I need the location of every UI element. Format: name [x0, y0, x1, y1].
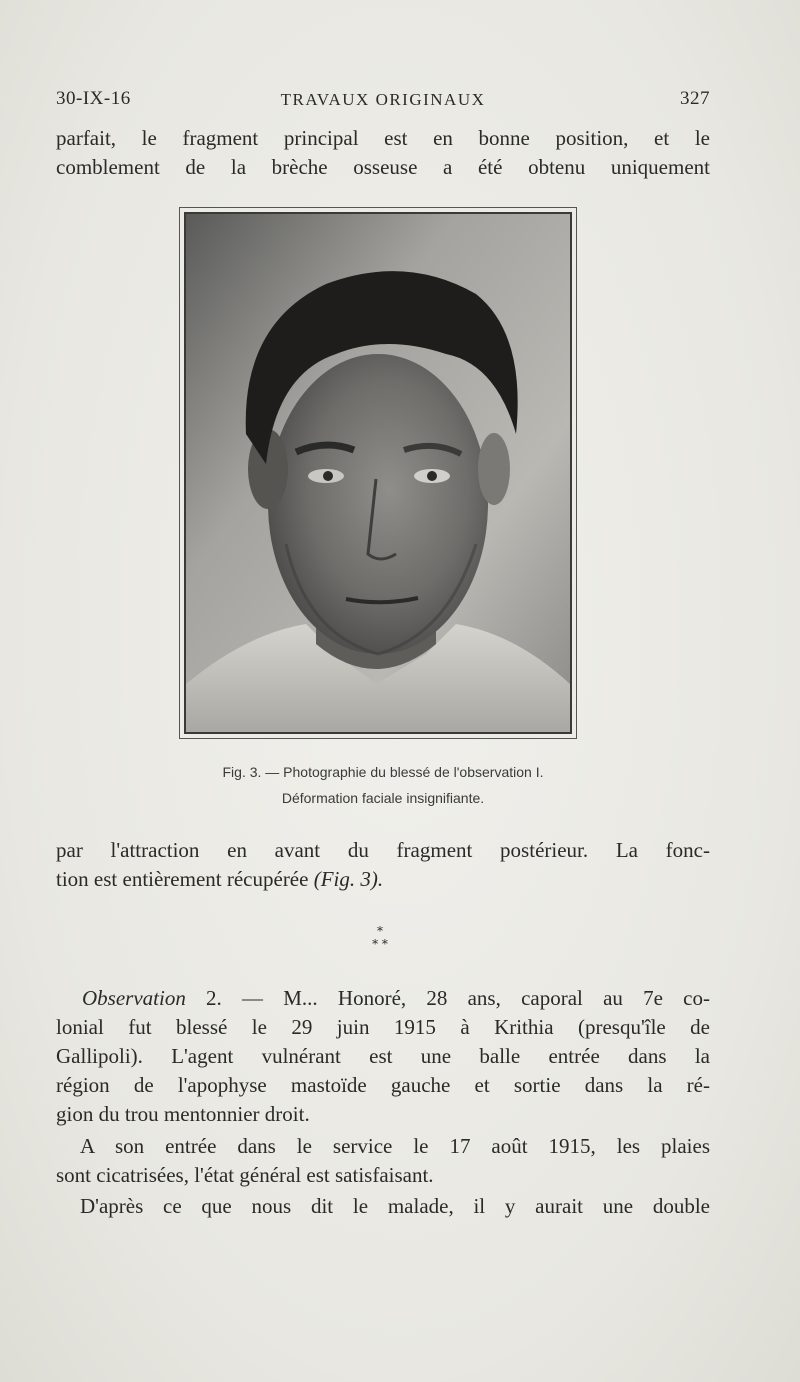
admission-paragraph [56, 1132, 710, 1190]
text-line: région de l'apophyse mastoïde gauche et sortie dans la ré- [56, 1073, 710, 1097]
text-line [56, 984, 710, 1013]
portrait-photograph [186, 214, 570, 732]
section-title: TRAVAUX ORIGINAUX [280, 90, 486, 109]
issue-date: 30-IX-16 [56, 88, 131, 109]
paragraph-continued [56, 124, 710, 182]
figure-caption-line-1: Fig. 3. — Photographie du blessé de l'observation I. [222, 764, 544, 780]
asterism-top: * [377, 924, 383, 938]
observation-title: Observation [82, 986, 186, 1010]
text-line: par l'attraction en avant du fragment postérieur. La fonc- [56, 838, 710, 862]
figure-caption-line-2: Déformation faciale insignifiante. [281, 790, 485, 806]
text-line: D'après ce que nous dit le malade, il y aurait une double [80, 1194, 710, 1218]
text-line: lonial fut blessé le 29 juin 1915 à Krithia (presqu'île de [56, 1015, 710, 1039]
patient-account-paragraph [56, 1192, 710, 1221]
text-line: parfait, le fragment principal est en bonne position, et le [56, 126, 710, 150]
text-line: gion du trou mentonnier droit. [56, 1102, 310, 1126]
running-head [56, 88, 710, 114]
text-segment: 2. — M... Honoré, 28 ans, caporal au 7e co- [185, 986, 710, 1010]
paragraph-fig-reference [56, 836, 710, 894]
portrait-image [186, 214, 570, 732]
figure-reference: (Fig. 3). [313, 867, 384, 891]
text-line: A son entrée dans le service le 17 août 1915, les plaies [80, 1134, 710, 1158]
observation-paragraph [56, 984, 710, 1129]
page-number: 327 [680, 88, 710, 109]
asterism-bottom: * * [372, 937, 388, 951]
text-line [56, 865, 710, 894]
text-line: Gallipoli). L'agent vulnérant est une balle entrée dans la [56, 1044, 710, 1068]
text-line: sont cicatrisées, l'état général est satisfaisant. [56, 1163, 434, 1187]
text-segment: tion est entièrement récupérée [56, 867, 314, 891]
text-line: comblement de la brèche osseuse a été obtenu uniquement [56, 155, 710, 179]
